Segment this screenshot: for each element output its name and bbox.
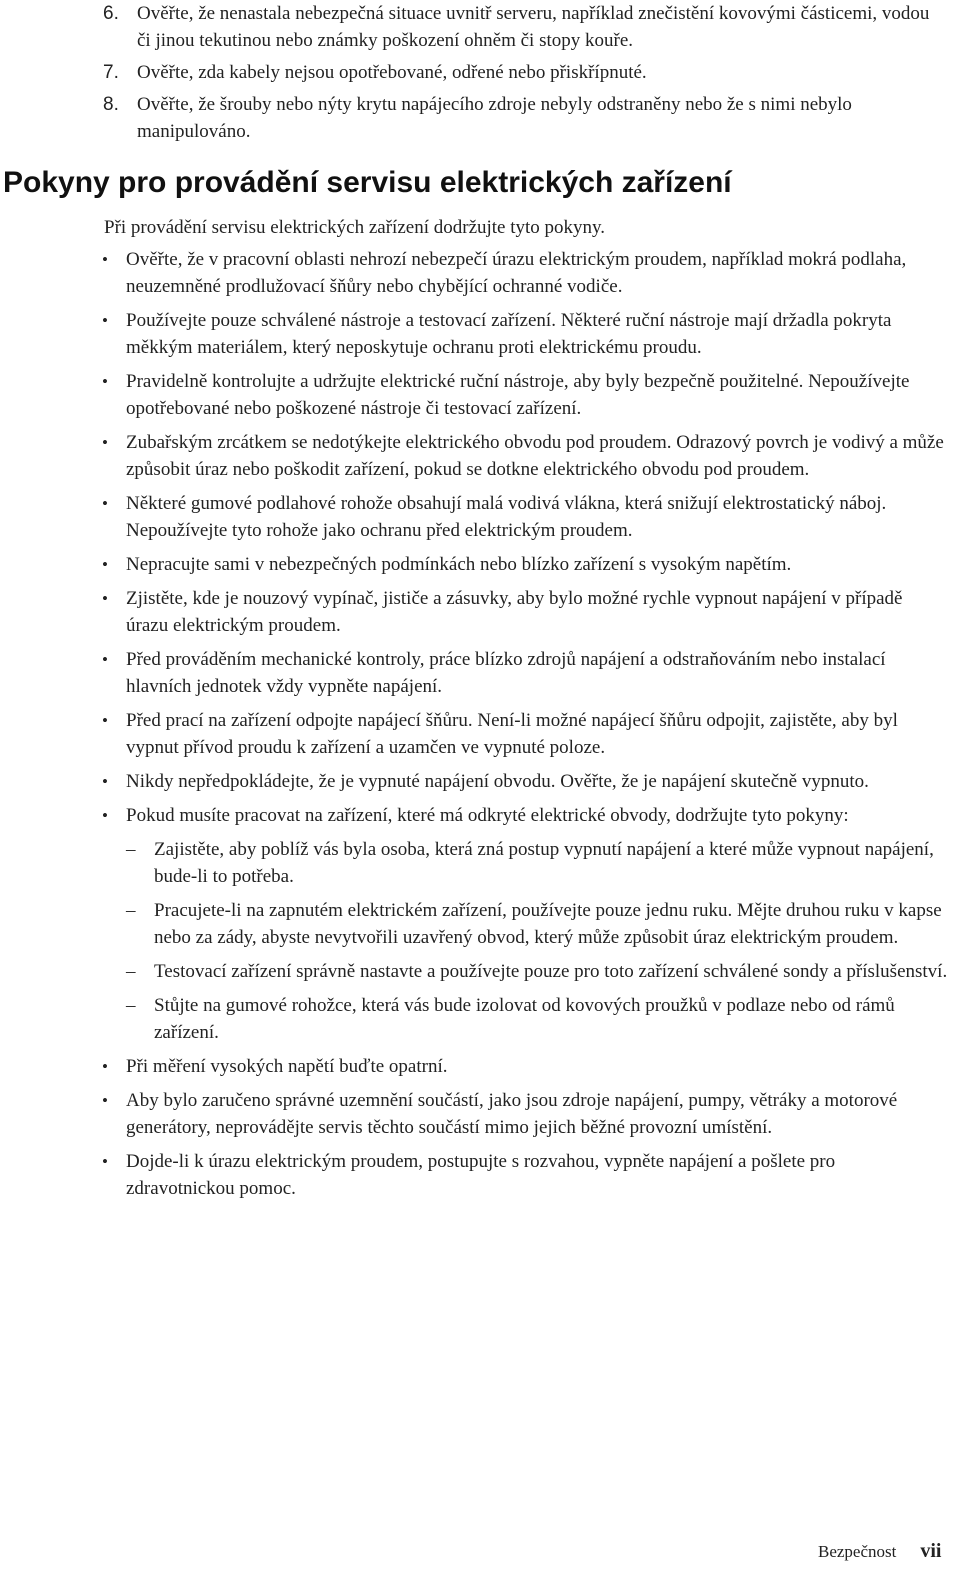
item-number: 8. bbox=[103, 94, 119, 115]
bullet-list bbox=[0, 246, 960, 1209]
item-text: Ověřte, že nenastala nebezpečná situace uvnitř serveru, například znečistění kovovými částicemi, vodou či jinou tekutinou nebo známky poškození ohněm či stopy kouře. bbox=[137, 3, 930, 51]
item-text: Pokud musíte pracovat na zařízení, které má odkryté elektrické obvody, dodržujte tyto pokyny: bbox=[126, 805, 849, 826]
item-text: Nikdy nepředpokládejte, že je vypnuté napájení obvodu. Ověřte, že je napájení skutečně vypnuto. bbox=[126, 771, 869, 792]
sub-list bbox=[126, 836, 946, 1046]
item-text: Před prováděním mechanické kontroly, práce blízko zdrojů napájení a odstraňováním nebo instalací hlavních jednotek vždy vypněte napájení. bbox=[126, 649, 886, 697]
bullet-marker: • bbox=[102, 250, 108, 269]
page-number: vii bbox=[920, 1540, 942, 1562]
item-text: Zubařským zrcátkem se nedotýkejte elektrického obvodu pod proudem. Odrazový povrch je vodivý a může způsobit úraz nebo poškodit zařízení, pokud se dotkne elektrického obvodu pod proudem. bbox=[126, 432, 944, 480]
list-item bbox=[0, 1148, 946, 1202]
bullet-marker: • bbox=[102, 806, 108, 825]
list-item bbox=[0, 1053, 946, 1080]
list-item bbox=[0, 429, 946, 483]
item-text: Používejte pouze schválené nástroje a testovací zařízení. Některé ruční nástroje mají držadla pokryta měkkým materiálem, který neposkytuje ochranu proti elektrickému proudu. bbox=[126, 310, 892, 358]
list-item bbox=[0, 768, 946, 795]
list-item bbox=[0, 1087, 946, 1141]
sub-item-text: Pracujete-li na zapnutém elektrickém zařízení, používejte pouze jednu ruku. Mějte druhou ruku v kapse nebo za zády, abyste nevytvořili uzavřený obvod, který může způsobit úraz elektrickým proudem. bbox=[154, 900, 942, 948]
sub-item-text: Testovací zařízení správně nastavte a používejte pouze pro toto zařízení schválené sondy a příslušenství. bbox=[154, 961, 948, 982]
bullet-marker: • bbox=[102, 555, 108, 574]
list-item bbox=[0, 246, 946, 300]
bullet-marker: • bbox=[102, 589, 108, 608]
list-item bbox=[0, 0, 937, 54]
dash-marker: – bbox=[126, 961, 136, 982]
item-text: Zjistěte, kde je nouzový vypínač, jističe a zásuvky, aby bylo možné rychle vypnout napájení v případě úrazu elektrickým proudem. bbox=[126, 588, 903, 636]
bullet-marker: • bbox=[102, 433, 108, 452]
item-text: Aby bylo zaručeno správné uzemnění součástí, jako jsou zdroje napájení, pumpy, větráky a motorové generátory, neprovádějte servis těchto součástí mimo jejich běžné provozní umístění. bbox=[126, 1090, 898, 1138]
item-text: Při měření vysokých napětí buďte opatrní. bbox=[126, 1056, 448, 1077]
sub-list-item bbox=[126, 992, 954, 1046]
list-item bbox=[0, 585, 946, 639]
item-text: Ověřte, zda kabely nejsou opotřebované, odřené nebo přiskřípnuté. bbox=[137, 62, 647, 83]
list-item bbox=[0, 802, 946, 1046]
bullet-marker: • bbox=[102, 311, 108, 330]
list-item bbox=[0, 490, 946, 544]
sub-list-item bbox=[126, 897, 954, 951]
bullet-marker: • bbox=[102, 772, 108, 791]
sub-item-text: Stůjte na gumové rohožce, která vás bude izolovat od kovových proužků v podlaze nebo od rámů zařízení. bbox=[154, 995, 895, 1043]
intro-text: Při provádění servisu elektrických zařízení dodržujte tyto pokyny. bbox=[104, 217, 606, 238]
list-item bbox=[0, 59, 937, 86]
bullet-marker: • bbox=[102, 1152, 108, 1171]
sub-list-item bbox=[126, 836, 954, 890]
item-text: Dojde-li k úrazu elektrickým proudem, postupujte s rozvahou, vypněte napájení a pošlete pro zdravotnickou pomoc. bbox=[126, 1151, 836, 1199]
bullet-marker: • bbox=[102, 1091, 108, 1110]
list-item bbox=[0, 707, 946, 761]
dash-marker: – bbox=[126, 900, 136, 921]
item-text: Před prací na zařízení odpojte napájecí šňůru. Není-li možné napájecí šňůru odpojit, zajistěte, aby byl vypnut přívod proudu k zařízení a uzamčen ve vypnuté poloze. bbox=[126, 710, 898, 758]
bullet-marker: • bbox=[102, 372, 108, 391]
list-item bbox=[0, 368, 946, 422]
bullet-marker: • bbox=[102, 650, 108, 669]
list-item bbox=[0, 646, 946, 700]
item-number: 7. bbox=[103, 62, 119, 83]
page-footer bbox=[818, 1540, 941, 1563]
bullet-marker: • bbox=[102, 711, 108, 730]
sub-item-text: Zajistěte, aby poblíž vás byla osoba, která zná postup vypnutí napájení a které může vypnout napájení, bude-li to potřeba. bbox=[154, 839, 934, 887]
item-text: Některé gumové podlahové rohože obsahují malá vodivá vlákna, která snižují elektrostatický náboj. Nepoužívejte tyto rohože jako ochranu před elektrickým proudem. bbox=[126, 493, 887, 541]
sub-list-item bbox=[126, 958, 954, 985]
dash-marker: – bbox=[126, 839, 136, 860]
item-text: Pravidelně kontrolujte a udržujte elektrické ruční nástroje, aby byly bezpečně použitelné. Nepoužívejte opotřebované nebo poškozené nástroje či testovací zařízení. bbox=[126, 371, 910, 419]
numbered-list bbox=[0, 0, 960, 150]
item-text: Ověřte, že šrouby nebo nýty krytu napájecího zdroje nebyly odstraněny nebo že s nimi nebylo manipulováno. bbox=[137, 94, 852, 142]
bullet-marker: • bbox=[102, 494, 108, 513]
section-heading: Pokyny pro provádění servisu elektrických zařízení bbox=[3, 166, 732, 199]
list-item bbox=[0, 307, 946, 361]
item-number: 6. bbox=[103, 3, 119, 24]
footer-section-name: Bezpečnost bbox=[818, 1542, 897, 1561]
dash-marker: – bbox=[126, 995, 136, 1016]
list-item bbox=[0, 91, 937, 145]
list-item bbox=[0, 551, 946, 578]
item-text: Nepracujte sami v nebezpečných podmínkách nebo blízko zařízení s vysokým napětím. bbox=[126, 554, 792, 575]
item-text: Ověřte, že v pracovní oblasti nehrozí nebezpečí úrazu elektrickým proudem, například mokrá podlaha, neuzemněné prodlužovací šňůry nebo chybějící ochranné vodiče. bbox=[126, 249, 907, 297]
bullet-marker: • bbox=[102, 1057, 108, 1076]
